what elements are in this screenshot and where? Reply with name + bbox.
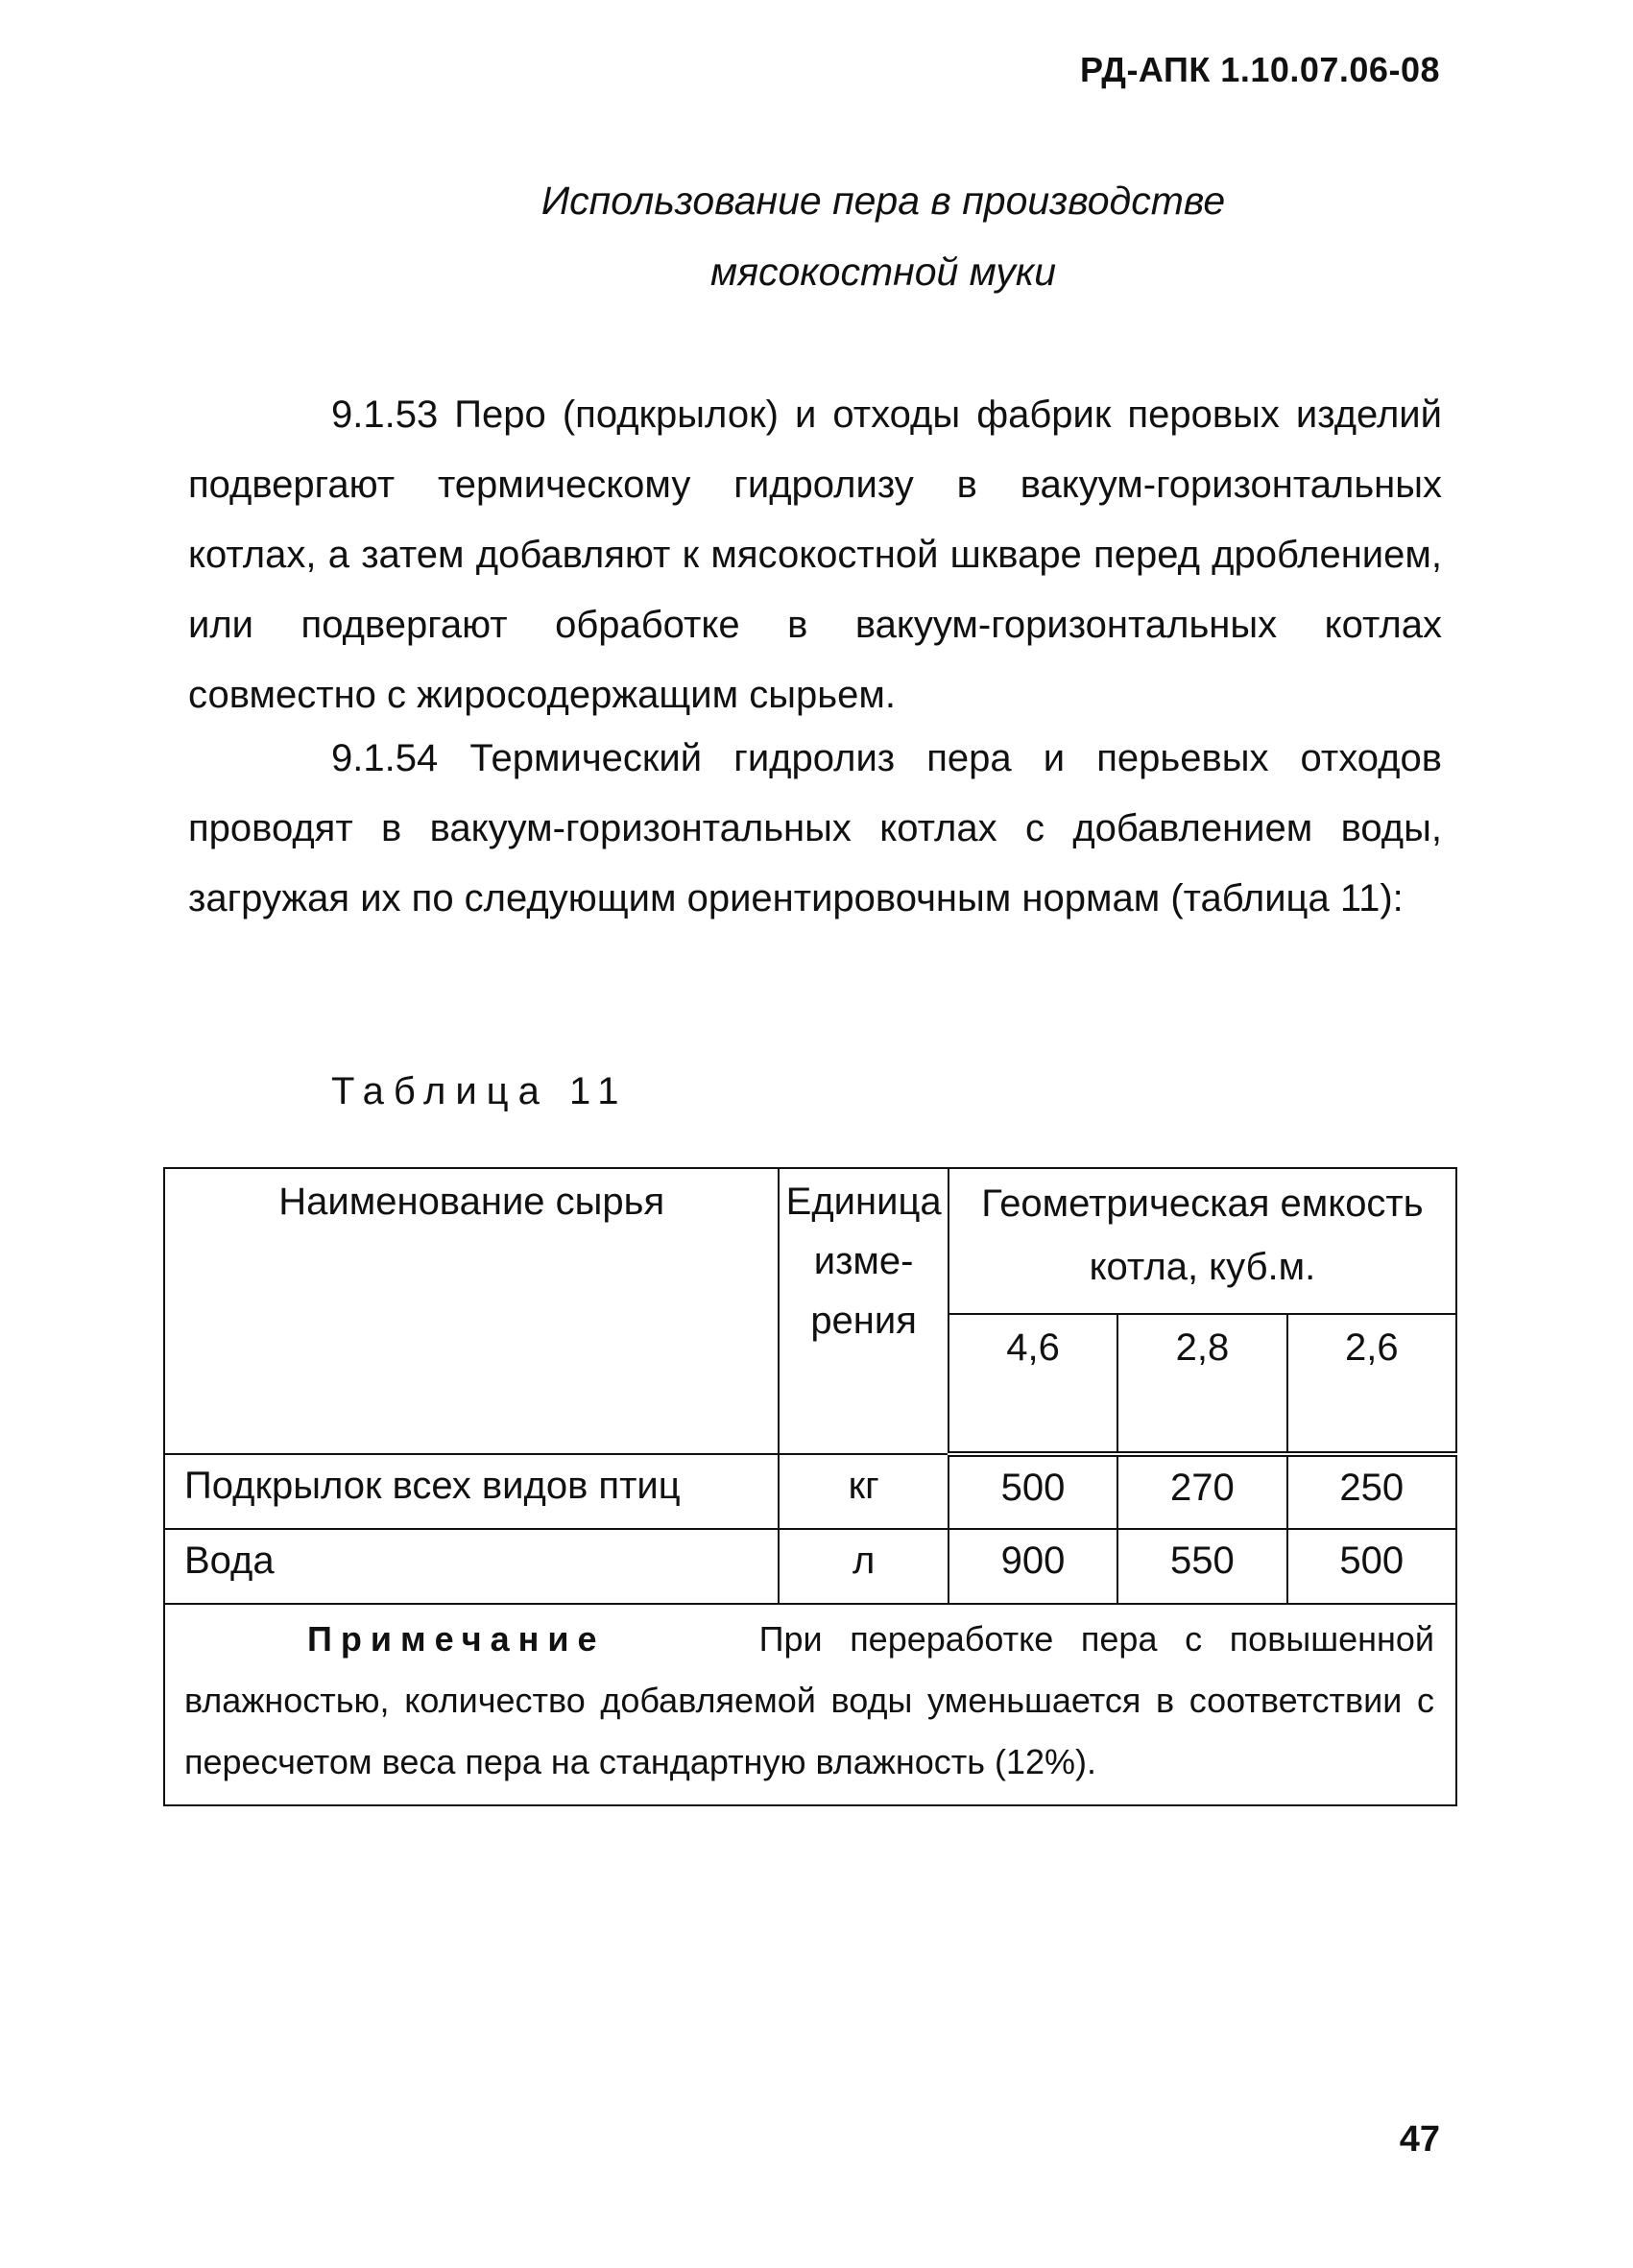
row-unit: л (779, 1529, 948, 1604)
loading-norms-table (163, 1167, 1457, 1806)
header-raw-material-name: Наименование сырья (164, 1168, 779, 1454)
section-heading-line-1: Использование пера в производстве (540, 179, 1226, 223)
note-text: При переработке пера с повышенной влажностью, количество добавляемой воды уменьшается в соответствии с пересчетом веса пера на стандартную влажность (12%). (184, 1619, 1434, 1781)
row-value: 250 (1287, 1454, 1456, 1529)
row-value: 270 (1117, 1454, 1286, 1529)
table-header-row (164, 1168, 1456, 1314)
table-row (164, 1529, 1456, 1604)
row-value: 900 (949, 1529, 1117, 1604)
note-label: Примечание (307, 1619, 606, 1659)
row-value: 550 (1117, 1529, 1286, 1604)
row-unit: кг (779, 1454, 948, 1529)
row-raw-material: Вода (164, 1529, 779, 1604)
row-raw-material: Подкрылок всех видов птиц (164, 1454, 779, 1529)
table-row (164, 1454, 1456, 1529)
table-note (164, 1604, 1456, 1805)
paragraph-9-1-54: 9.1.54 Термический гидролиз пера и перьевых отходов проводят в вакуум-горизонтальных котлах с добавлением воды, загружая их по следующим ориентировочным нормам (таблица 11): (188, 737, 1442, 919)
header-volume-2-6: 2,6 (1287, 1314, 1456, 1454)
header-unit: Единица измерения (779, 1168, 948, 1454)
document-code: РД-АПК 1.10.07.06-08 (1080, 50, 1440, 89)
paragraph-9-1-53: 9.1.53 Перо (подкрылок) и отходы фабрик перовых изделий подвергают термическому гидролизу в вакуум-горизонтальных котлах, а затем добавляют к мясокостной шкваре перед дроблением, или подвергают обработке в вакуум-горизонтальных котлах совместно с жиросодержащим сырьем. (188, 394, 1442, 716)
page-number: 47 (1399, 2119, 1440, 2160)
table-note-row (164, 1604, 1456, 1805)
header-volume-2-8: 2,8 (1117, 1314, 1286, 1454)
section-heading-line-2: мясокостной муки (710, 250, 1056, 294)
header-boiler-capacity: Геометрическая емкость котла, куб.м. (949, 1168, 1456, 1314)
header-volume-4-6: 4,6 (949, 1314, 1117, 1454)
table-caption: Таблица 11 (331, 1070, 629, 1112)
row-value: 500 (949, 1454, 1117, 1529)
row-value: 500 (1287, 1529, 1456, 1604)
